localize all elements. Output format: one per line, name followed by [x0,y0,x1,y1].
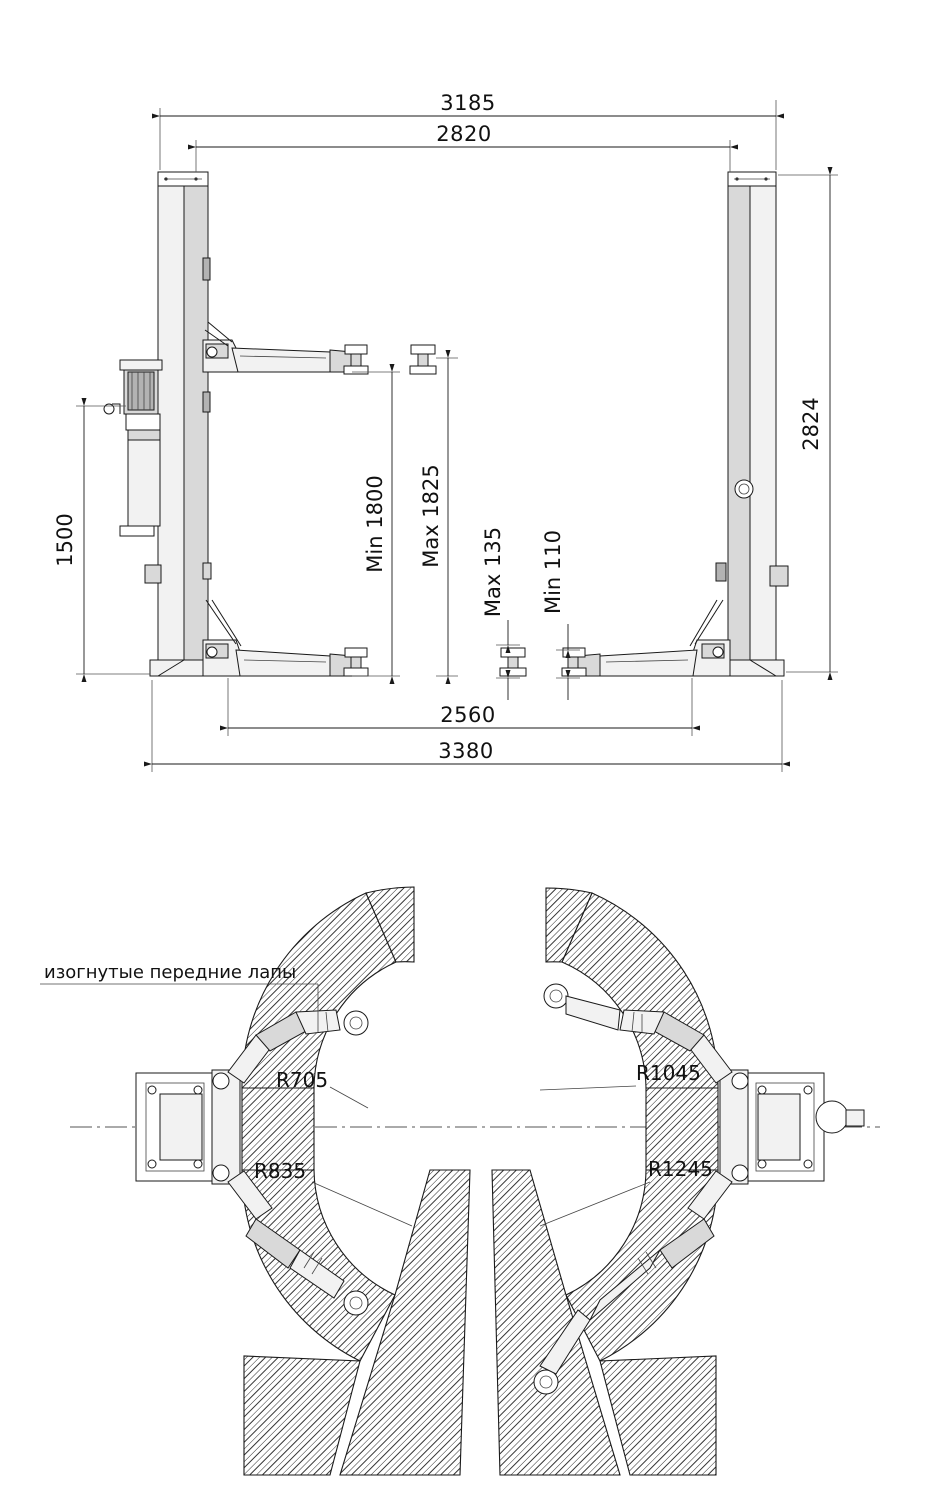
dim-base-overall-label: 3380 [438,739,494,763]
note-label: изогнутые передние лапы [44,962,297,983]
dim-power-unit-height-label: 1500 [53,513,77,567]
dimension-base-inner [228,678,692,736]
dimension-column-height [778,175,838,672]
dim-overall-width-label: 3185 [440,91,496,115]
upper-lift-arms [203,322,436,374]
radius-r835-label: R835 [254,1159,307,1183]
radius-r1045-label: R1045 [636,1061,701,1085]
arm-sweep-plan-view [40,887,880,1475]
dimension-max-lift-height [419,358,458,676]
dim-max-pad-low-label: Max 135 [481,526,505,618]
right-sweep-bands [492,888,718,1475]
dimension-min-lift-height [352,372,400,676]
dim-min-lift-height-label: Min 1800 [363,475,387,573]
lower-lift-arms [203,600,730,676]
power-unit-assembly [104,360,162,536]
dim-column-height-label: 2824 [799,397,823,451]
dim-min-pad-low-label: Min 110 [541,529,565,615]
radius-r705-label: R705 [276,1068,329,1092]
front-elevation-view [53,91,838,772]
dim-base-inner-label: 2560 [440,703,496,727]
dim-inner-width-label: 2820 [436,122,492,146]
dimension-inner-width [196,122,730,172]
radius-r1245-label: R1245 [648,1157,713,1181]
right-column [716,172,788,676]
dim-max-lift-height-label: Max 1825 [419,464,443,568]
